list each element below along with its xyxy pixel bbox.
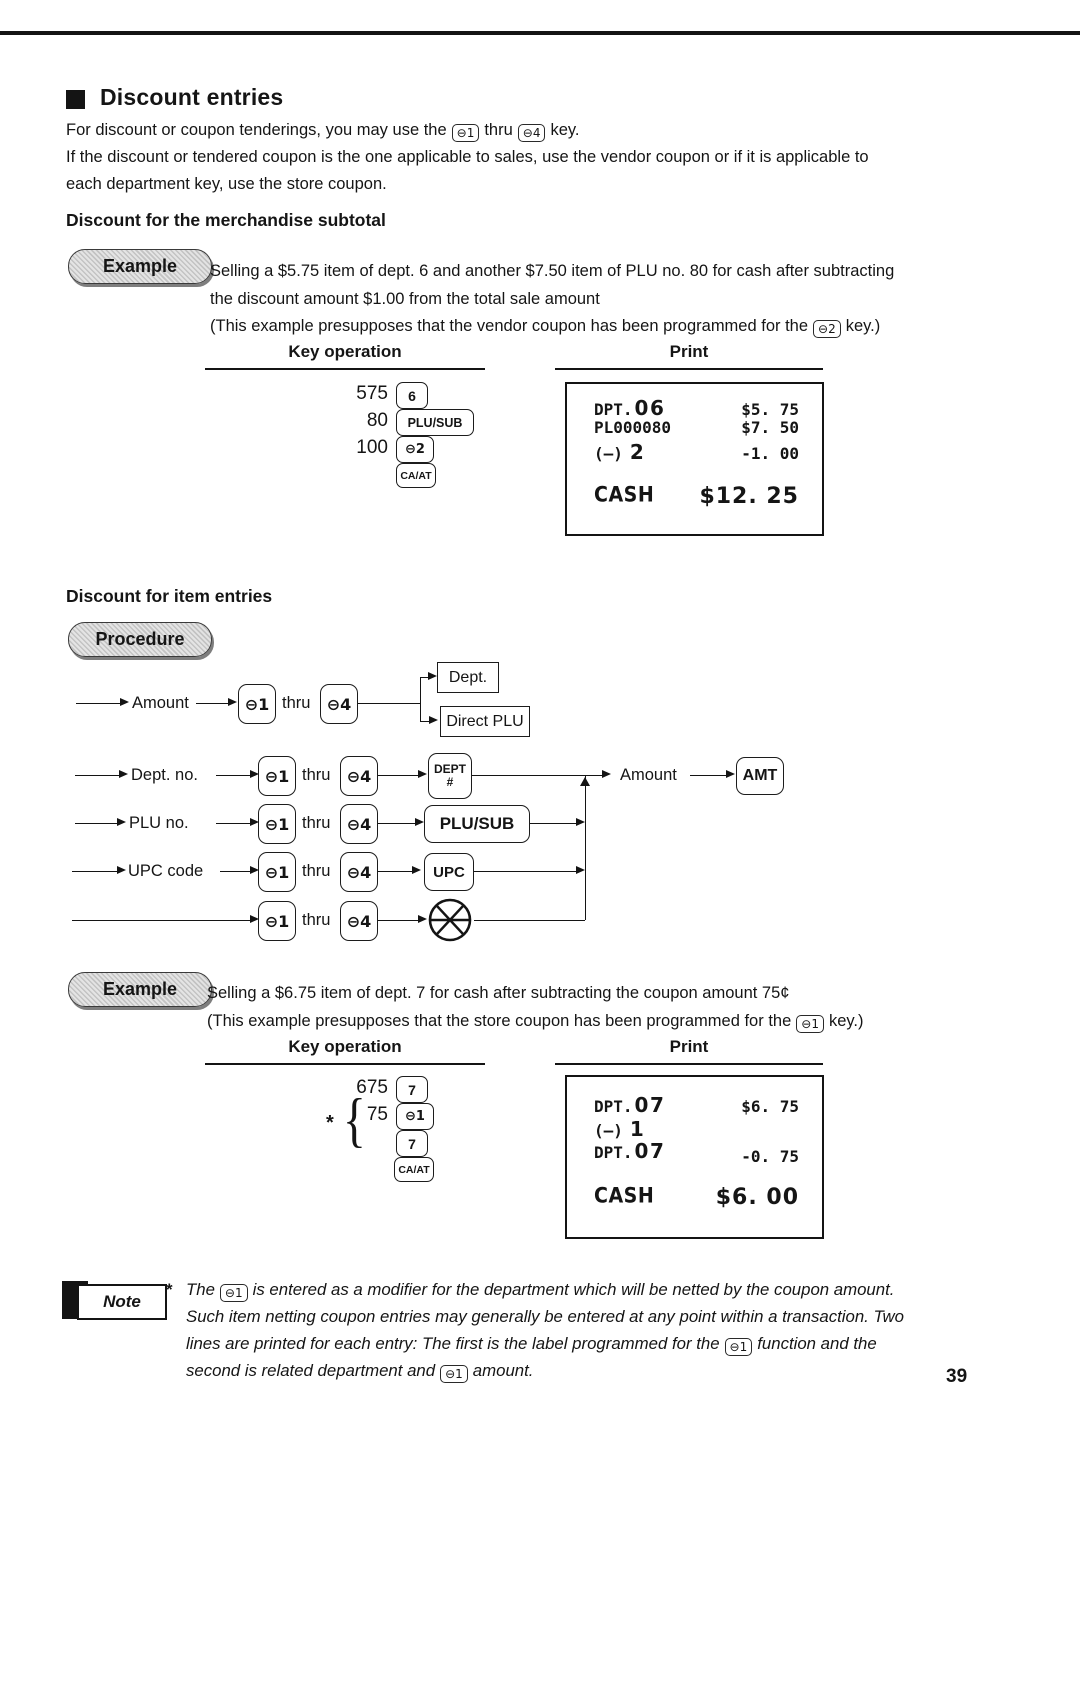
minus4-key-icon: ⊖4 <box>518 124 546 142</box>
flow-arrow <box>75 775 119 776</box>
flow-arrow <box>378 823 415 824</box>
flow-arrow <box>76 703 120 704</box>
minus1-key: ⊖1 <box>258 852 296 892</box>
print-receipt-2: DPT. 07 $6. 75 (—) 1 DPT. 07 -0. 75 CASH $6. 00 <box>565 1075 824 1239</box>
ca-at-key: CA/AT <box>396 463 436 488</box>
key-operation-header-2: Key operation <box>205 1037 485 1065</box>
keyop2-value-2: 75 <box>366 1104 388 1125</box>
minus1-key-icon: ⊖1 <box>452 124 480 142</box>
key-operation-header-1: Key operation <box>205 342 485 370</box>
dept7-key: 7 <box>396 1130 428 1157</box>
minus1-key-icon: ⊖1 <box>725 1338 753 1356</box>
flow-arrow <box>690 775 726 776</box>
intro-line-2: If the discount or tendered coupon is the one applicable to sales, use the vendor coupon or if it is applicable to <box>66 148 869 166</box>
flow-arrow <box>378 775 418 776</box>
flow-arrow <box>216 775 250 776</box>
minus4-key: ⊖4 <box>320 684 358 724</box>
footnote-asterisk: * <box>326 1112 334 1134</box>
flow-label-dept-no: Dept. no. <box>131 766 198 784</box>
page-title: Discount entries <box>100 84 284 110</box>
note-asterisk: * <box>166 1280 173 1299</box>
minus1-key: ⊖1 <box>396 1103 434 1130</box>
flow-label-amount-2: Amount <box>620 766 677 784</box>
keyop1-value-1: 575 <box>356 383 388 404</box>
minus1-key: ⊖1 <box>258 756 296 796</box>
note-line-1: The ⊖1 is entered as a modifier for the department which will be netted by the coupon amount. <box>186 1280 895 1300</box>
note-line-2: Such item netting coupon entries may generally be entered at any point within a transaction. Two <box>186 1307 904 1326</box>
example-badge-2: Example <box>68 972 212 1007</box>
flow-arrow <box>216 823 250 824</box>
upc-key: UPC <box>424 853 474 891</box>
ca-at-key: CA/AT <box>394 1157 434 1182</box>
flow-arrow <box>72 871 117 872</box>
thru-label: thru <box>302 766 331 784</box>
flow-arrow <box>378 920 418 921</box>
plu-sub-key: PLU/SUB <box>396 409 474 436</box>
minus1-key: ⊖1 <box>258 901 296 941</box>
dept-number-key: DEPT # <box>428 753 472 799</box>
dept7-key: 7 <box>396 1076 428 1103</box>
flow-arrow <box>530 823 576 824</box>
amt-key: AMT <box>736 757 784 795</box>
flow-arrow <box>472 775 602 776</box>
procedure-badge: Procedure <box>68 622 212 657</box>
group-brace: { <box>342 1087 366 1153</box>
intro-line-1: For discount or coupon tenderings, you may use the ⊖1 thru ⊖4 key. <box>66 121 580 140</box>
minus1-key: ⊖1 <box>258 804 296 844</box>
example1-desc-1: Selling a $5.75 item of dept. 6 and another $7.50 item of PLU no. 80 for cash after subtracting <box>210 262 895 280</box>
section2-heading: Discount for item entries <box>66 586 273 606</box>
flow-arrow <box>420 677 428 678</box>
thru-label: thru <box>302 911 331 929</box>
flow-label-upc-code: UPC code <box>128 862 204 880</box>
keyop1-value-3: 100 <box>356 437 388 458</box>
flow-arrow-up <box>580 777 590 786</box>
flow-arrow <box>75 823 117 824</box>
keyop1-value-2: 80 <box>366 410 388 431</box>
keyop2-value-1: 675 <box>356 1077 388 1098</box>
plu-sub-key: PLU/SUB <box>424 805 530 843</box>
minus4-key: ⊖4 <box>340 901 378 941</box>
minus4-key: ⊖4 <box>340 756 378 796</box>
flow-arrow <box>196 703 228 704</box>
minus2-key: ⊖2 <box>396 436 434 463</box>
multiply-icon <box>428 898 472 942</box>
minus1-key-icon: ⊖1 <box>796 1015 824 1033</box>
minus2-key-icon: ⊖2 <box>813 320 841 338</box>
page-number: 39 <box>946 1366 968 1387</box>
minus1-key-icon: ⊖1 <box>440 1365 468 1383</box>
print-receipt-1: DPT. 06 $5. 75 PL000080 $7. 50 (—) 2 -1. 00 CASH $12. 25 <box>565 382 824 536</box>
flow-line <box>420 677 421 722</box>
thru-label: thru <box>302 814 331 832</box>
procedure-flow-diagram <box>0 660 1080 990</box>
example2-desc-1: Selling a $6.75 item of dept. 7 for cash after subtracting the coupon amount 75¢ <box>207 984 790 1002</box>
intro-line-3: each department key, use the store coupon. <box>66 175 387 193</box>
minus4-key: ⊖4 <box>340 804 378 844</box>
example2-desc-2: (This example presupposes that the store coupon has been programmed for the ⊖1 key.) <box>207 1012 864 1031</box>
minus4-key: ⊖4 <box>340 852 378 892</box>
flow-arrow <box>474 871 576 872</box>
minus1-key-icon: ⊖1 <box>220 1284 248 1302</box>
dept-branch-box: Dept. <box>437 662 499 693</box>
direct-plu-branch-box: Direct PLU <box>440 706 530 737</box>
example-badge: Example <box>68 249 212 284</box>
flow-label-plu-no: PLU no. <box>129 814 189 832</box>
dept6-key: 6 <box>396 382 428 409</box>
print-header-1: Print <box>555 342 823 370</box>
example1-desc-2: the discount amount $1.00 from the total sale amount <box>210 290 600 308</box>
flow-label-amount: Amount <box>132 694 189 712</box>
note-line-4: second is related department and ⊖1 amount. <box>186 1361 534 1381</box>
section1-heading: Discount for the merchandise subtotal <box>66 210 386 230</box>
flow-line <box>585 775 586 920</box>
multiply-key <box>428 898 472 942</box>
flow-line <box>474 920 585 921</box>
flow-arrow <box>420 721 429 722</box>
flow-line <box>358 703 420 704</box>
flow-arrow <box>378 871 412 872</box>
section-marker-square <box>66 90 85 109</box>
thru-label: thru <box>302 862 331 880</box>
note-badge: Note <box>77 1284 167 1320</box>
example1-desc-3: (This example presupposes that the vendor coupon has been programmed for the ⊖2 key.) <box>210 317 881 336</box>
flow-arrow <box>220 871 250 872</box>
note-line-3: lines are printed for each entry: The first is the label programmed for the ⊖1 function and the <box>186 1334 877 1354</box>
top-rule <box>0 31 1080 35</box>
minus1-key: ⊖1 <box>238 684 276 724</box>
flow-arrow <box>72 920 250 921</box>
print-header-2: Print <box>555 1037 823 1065</box>
thru-label: thru <box>282 694 311 712</box>
